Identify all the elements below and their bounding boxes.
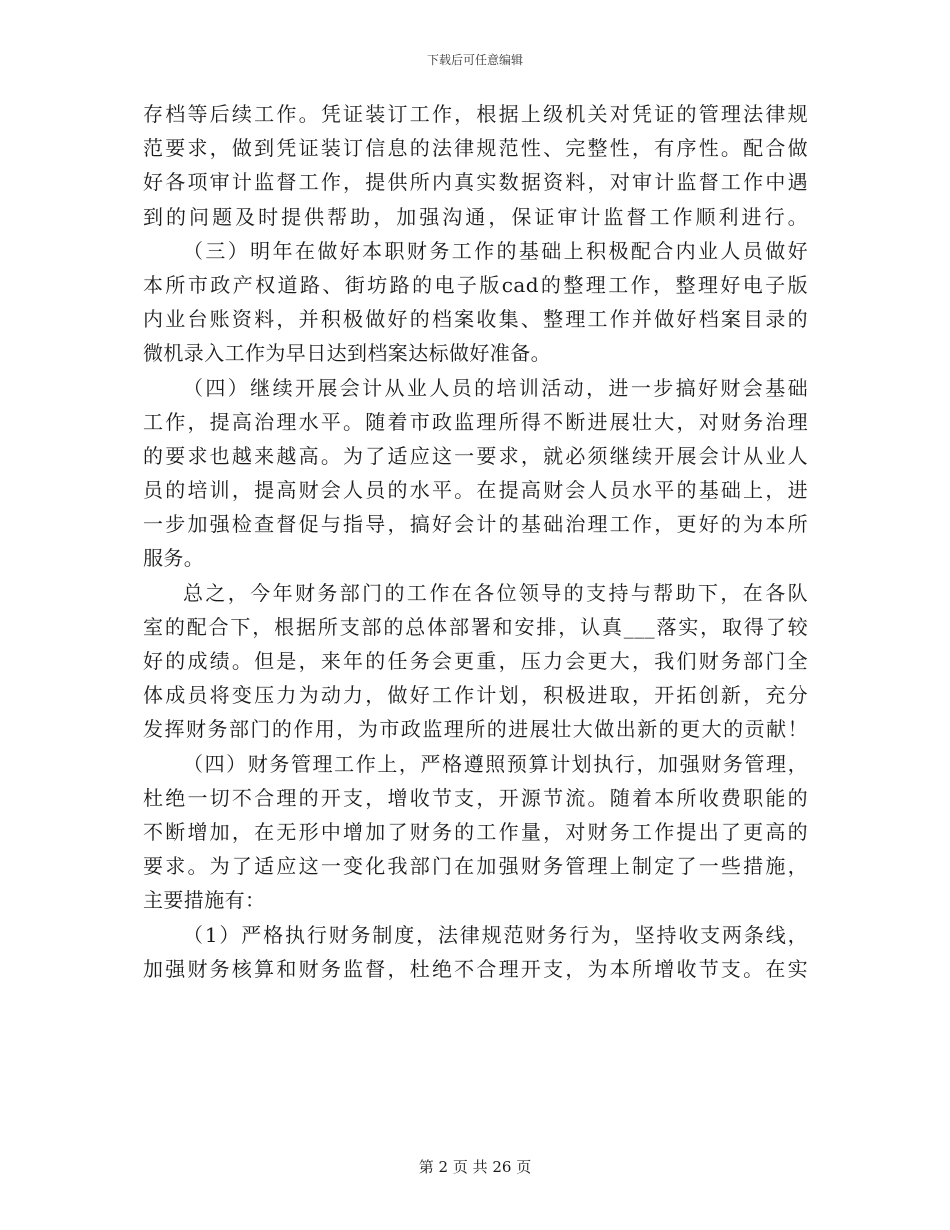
text-line: 加强财务核算和财务监督，杜绝不合理开支，为本所增收节支。在实 [143, 956, 808, 981]
page-header: 下载后可任意编辑 [426, 53, 523, 67]
text-line: 杜绝一切不合理的开支，增收节支，开源节流。随着本所收费职能的 [143, 785, 808, 810]
text-line: 的要求也越来越高。为了适应这一要求，就必须继续开展会计从业人 [143, 443, 808, 468]
text-line: 范要求，做到凭证装订信息的法律规范性、完整性，有序性。配合做 [143, 136, 808, 161]
text-line: 要求。为了适应这一变化我部门在加强财务管理上制定了一些措施， [143, 854, 808, 879]
text-line: 本所市政产权道路、街坊路的电子版cad的整理工作，整理好电子版 [143, 272, 808, 297]
text-line: 微机录入工作为早日达到档案达标做好准备。 [143, 341, 551, 366]
text-line: （1）严格执行财务制度，法律规范财务行为，坚持收支两条线， [183, 922, 808, 947]
paragraph [143, 371, 808, 576]
text-line: 好的成绩。但是，来年的任务会更重，压力会更大，我们财务部门全 [143, 649, 808, 673]
text-line: 主要措施有： [143, 888, 266, 913]
text-line: 不断增加，在无形中增加了财务的工作量，对财务工作提出了更高的 [143, 819, 808, 844]
text-line: （三）明年在做好本职财务工作的基础上积极配合内业人员做好 [183, 238, 808, 263]
page-footer: 第 2 页 共 26 页 [418, 1158, 532, 1176]
paragraph [143, 747, 808, 918]
text-line: 发挥财务部门的作用，为市政监理所的进展壮大做出新的更大的贡献！ [143, 717, 808, 742]
text-line: （四）继续开展会计从业人员的培训活动，进一步搞好财会基础 [183, 375, 808, 400]
text-line: 工作，提高治理水平。随着市政监理所得不断进展壮大，对财务治理 [143, 409, 808, 434]
paragraph [143, 234, 808, 371]
text-line: 体成员将变压力为动力，做好工作计划，积极进取，开拓创新，充分 [143, 683, 808, 708]
text-line: 服务。 [143, 546, 205, 571]
text-line: 好各项审计监督工作，提供所内真实数据资料，对审计监督工作中遇 [143, 170, 808, 195]
text-line: 内业台账资料，并积极做好的档案收集、整理工作并做好档案目录的 [143, 307, 808, 332]
paragraph [143, 576, 808, 747]
text-line: 总之，今年财务部门的工作在各位领导的支持与帮助下，在各队 [183, 580, 808, 605]
document-body [143, 97, 808, 986]
text-line: 员的培训，提高财会人员的水平。在提高财会人员水平的基础上，进 [143, 478, 808, 503]
text-line: 室的配合下，根据所支部的总体部署和安排，认真___落实，取得了较 [143, 614, 808, 639]
text-line: 一步加强检查督促与指导，搞好会计的基础治理工作，更好的为本所 [143, 512, 808, 537]
text-line: 到的问题及时提供帮助，加强沟通，保证审计监督工作顺利进行。 [143, 204, 808, 229]
text-line: 存档等后续工作。凭证装订工作，根据上级机关对凭证的管理法律规 [143, 102, 808, 126]
text-line: （四）财务管理工作上，严格遵照预算计划执行，加强财务管理， [183, 751, 808, 776]
paragraph [143, 97, 808, 234]
paragraph [143, 918, 808, 986]
